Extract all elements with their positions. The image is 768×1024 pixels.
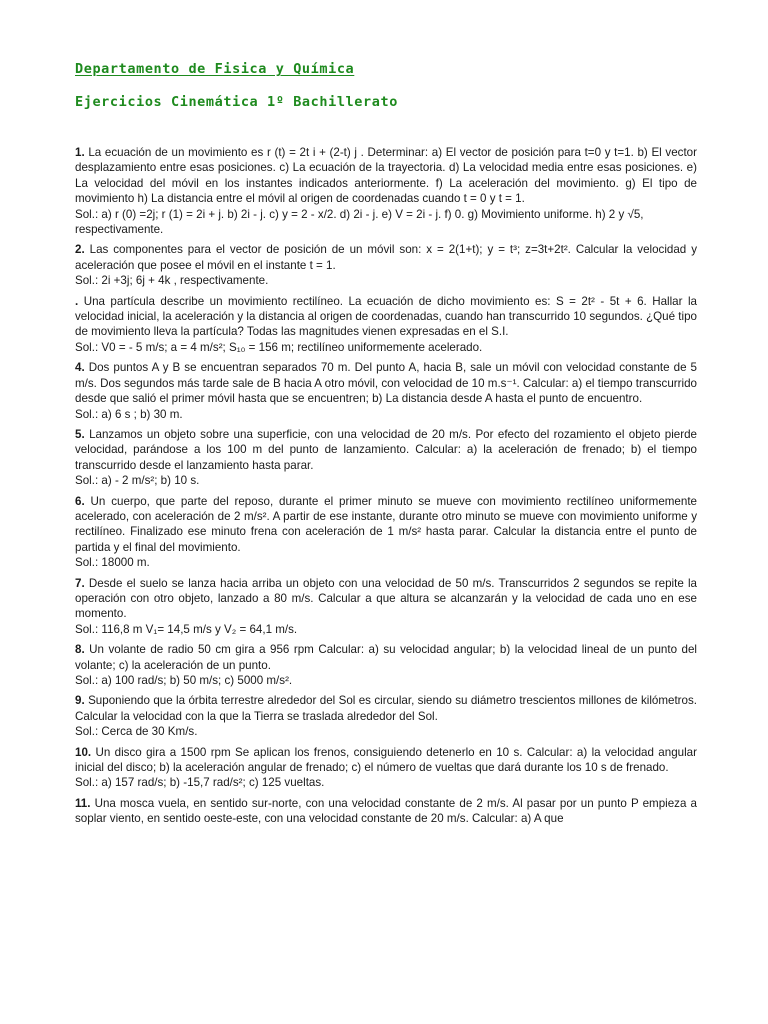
exercise-text: Un volante de radio 50 cm gira a 956 rpm Calcular: a) su velocidad angular; b) la velocidad lineal de un punto del volante; c) la aceleración de un punto. [75, 643, 697, 672]
exercise-number: 1. [75, 146, 85, 159]
exercise-number: 6. [75, 494, 85, 508]
exercise-2 [75, 242, 697, 288]
exercise-text: Lanzamos un objeto sobre una superficie, con una velocidad de 20 m/s. Por efecto del rozamiento el objeto pierde velocidad, parándose a los 100 m del punto de lanzamiento. Calcular: a) la aceleración de frenado; b) el tiempo transcurrido desde el lanzamiento hasta parar. [75, 427, 697, 472]
exercise-text: Un disco gira a 1500 rpm Se aplican los frenos, consiguiendo detenerlo en 10 s. Calcular: a) la velocidad angular inicial del disco; b) la aceleración angular de frenado; c) el número de vueltas que dará durante los 10 s de frenado. [75, 745, 697, 775]
exercise-10 [75, 745, 697, 791]
department-title: Departamento de Fisica y Química [75, 61, 355, 77]
exercise-solution: Sol.: 2i +3j; 6j + 4k , respectivamente. [75, 274, 269, 288]
exercise-solution: Sol.: a) 157 rad/s; b) -15,7 rad/s²; c) 125 vueltas. [75, 776, 325, 790]
exercise-number: 8. [75, 643, 85, 657]
exercise-number: 9. [75, 694, 85, 708]
exercise-solution: Sol.: a) r (0) =2j; r (1) = 2i + j. b) 2i - j. c) y = 2 - x/2. d) 2i - j. e) V = 2i - j. f) 0. g) Movimiento uniforme. h) 2 y √5, respectivamente. [75, 207, 644, 237]
exercise-solution: Sol.: a) 6 s ; b) 30 m. [75, 407, 183, 421]
exercise-5 [75, 427, 697, 489]
exercise-solution: Sol.: a) - 2 m/s²; b) 10 s. [75, 474, 200, 488]
exercise-solution: Sol.: 116,8 m V₁= 14,5 m/s y V₂ = 64,1 m/s. [75, 622, 298, 636]
exercise-text: Suponiendo que la órbita terrestre alrededor del Sol es circular, siendo su diámetro trescientos millones de kilómetros. Calcular la velocidad con la que la Tierra se traslada alrededor del Sol. [75, 694, 697, 723]
exercise-solution: Sol.: V0 = - 5 m/s; a = 4 m/s²; S₁₀ = 156 m; rectilíneo uniformemente acelerado. [75, 340, 483, 354]
exercise-11 [75, 796, 697, 827]
exercise-solution: Sol.: Cerca de 30 Km/s. [75, 725, 198, 739]
exercise-text: Dos puntos A y B se encuentran separados 70 m. Del punto A, hacia B, sale un móvil con velocidad constante de 5 m/s. Dos segundos más tarde sale de B hacia A otro móvil, con velocidad de 10 m.s⁻¹. Calcular: a) el tiempo transcurrido desde que salió el primer móvil hasta que se encuentren; b) La distancia desde A hasta el punto de encuentro. [75, 361, 697, 406]
exercise-list [75, 145, 697, 832]
exercise-number: . [75, 294, 79, 308]
exercise-1 [75, 145, 697, 237]
exercise-number: 2. [75, 243, 85, 257]
worksheet-subtitle: Ejercicios Cinemática 1º Bachillerato [75, 94, 398, 110]
exercise-number: 4. [75, 361, 85, 375]
exercise-text: Las componentes para el vector de posición de un móvil son: x = 2(1+t); y = t³; z=3t+2t². Calcular la velocidad y aceleración que posee el móvil en el instante t = 1. [75, 243, 697, 272]
exercise-text: Desde el suelo se lanza hacia arriba un objeto con una velocidad de 50 m/s. Transcurridos 2 segundos se repite la operación con otro objeto, lanzado a 80 m/s. Calcular a que altura se alcanzarán y la velocidad de cada uno en ese momento. [75, 576, 697, 621]
exercise-text: Una partícula describe un movimiento rectilíneo. La ecuación de dicho movimiento es: S = 2t² - 5t + 6. Hallar la velocidad inicial, la aceleración y la distancia al origen de coordenadas, cuando han transcurrido 10 segundos. ¿Qué tipo de movimiento lleva la partícula? Todas las magnitudes vienen expresadas en el S.I. [75, 294, 697, 339]
exercise-number: 11. [75, 796, 91, 810]
exercise-7 [75, 576, 697, 638]
exercise-number: 10. [75, 745, 92, 759]
exercise-solution: Sol.: a) 100 rad/s; b) 50 m/s; c) 5000 m/s². [75, 674, 293, 687]
exercise-6 [75, 494, 697, 571]
exercise-text: Una mosca vuela, en sentido sur-norte, con una velocidad constante de 2 m/s. Al pasar por un punto P empieza a soplar viento, en sentido oeste-este, con una velocidad constante de 20 m/s. Calcular: a) A que [75, 796, 697, 826]
exercise-8 [75, 642, 697, 688]
exercise-9 [75, 693, 697, 739]
exercise-3 [75, 294, 697, 356]
exercise-number: 7. [75, 576, 85, 590]
exercise-number: 5. [75, 427, 85, 441]
exercise-4 [75, 360, 697, 422]
exercise-text: La ecuación de un movimiento es r (t) = 2t i + (2-t) j . Determinar: a) El vector de posición para t=0 y t=1. b) El vector desplazamiento entre esas posiciones. c) La ecuación de la trayectoria. d) La velocidad media entre esas posiciones. e) La velocidad del móvil en los instantes indicados anteriormente. f) La aceleración del movimiento. g) El tipo de movimiento h) La distancia entre el móvil al origen de coordenadas cuando t = 0 y t = 1. [75, 146, 697, 206]
exercise-text: Un cuerpo, que parte del reposo, durante el primer minuto se mueve con movimiento rectilíneo uniformemente acelerado, con aceleración de 2 m/s². A partir de ese instante, durante otro minuto se mueve con movimiento uniforme y rectilíneo. Finalizado ese minuto frena con aceleración de 1 m/s² hasta parar. Calcular la distancia entre el punto de partida y el final del movimiento. [75, 494, 697, 554]
exercise-solution: Sol.: 18000 m. [75, 556, 150, 570]
